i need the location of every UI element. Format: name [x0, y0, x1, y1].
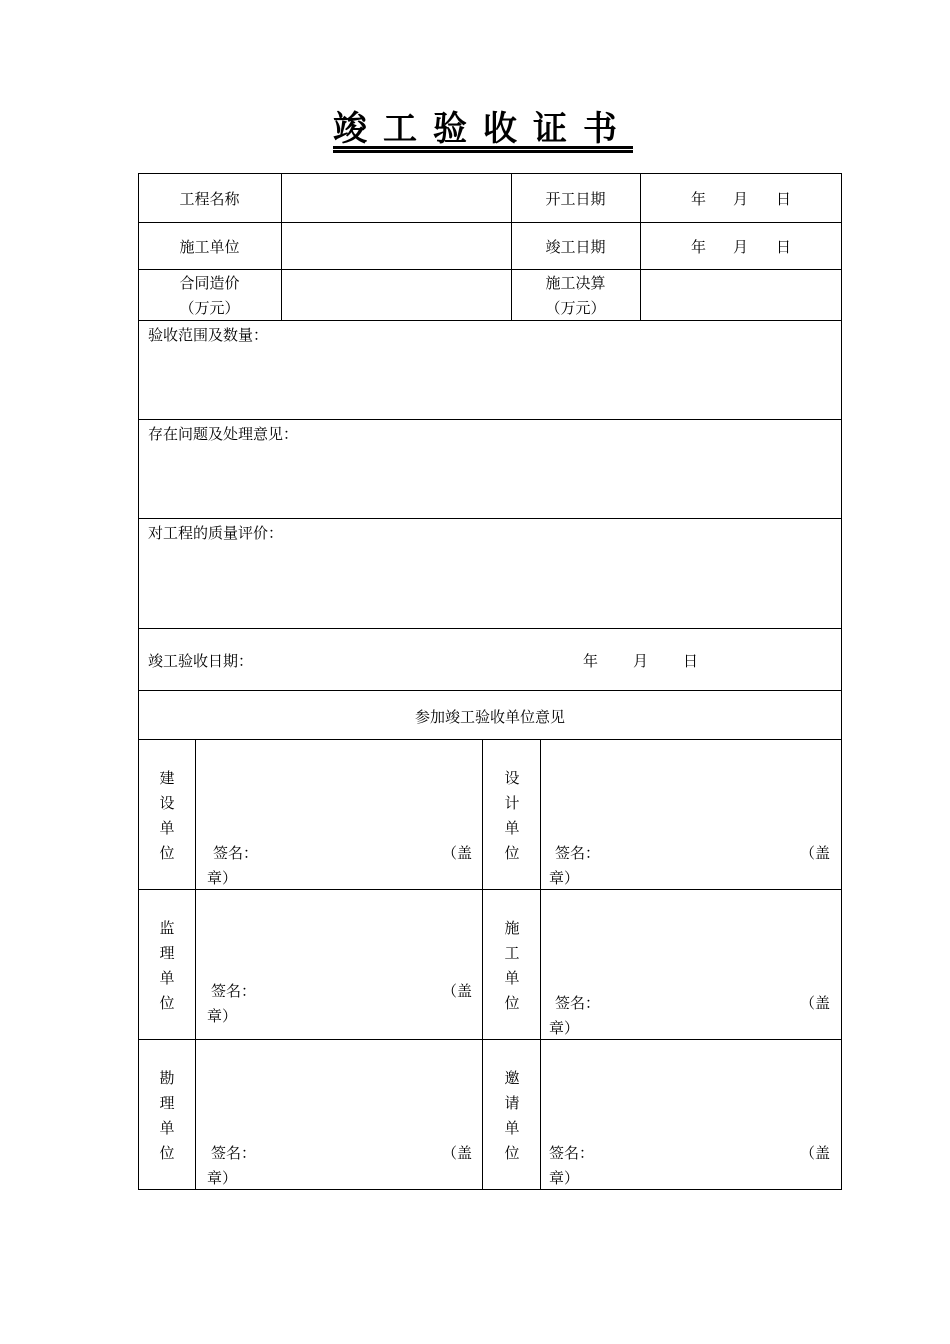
construction-unit-label: 施工单位 [504, 919, 520, 1012]
contract-price-label: 合同造价 [179, 274, 240, 292]
sign-label: 签名： [549, 1144, 595, 1162]
completion-date-label: 竣工日期 [545, 238, 606, 256]
row-divider [138, 518, 842, 519]
page-title: 竣工验收证书 [333, 109, 633, 149]
owner-unit-label: 建设单位 [159, 769, 175, 862]
opinions-heading: 参加竣工验收单位意见 [414, 708, 565, 726]
day-label: 日 [776, 190, 792, 208]
scope-label: 验收范围及数量： [148, 326, 269, 344]
contract-price-unit: （万元） [179, 299, 240, 317]
contractor-label: 施工单位 [179, 238, 240, 256]
seal-label: 章） [207, 1169, 238, 1187]
supervision-unit-label: 监理单位 [159, 919, 175, 1012]
project-name-field[interactable] [282, 187, 511, 211]
col-divider [540, 739, 541, 1190]
seal-label: 章） [549, 1169, 580, 1187]
month-label: 月 [633, 652, 649, 670]
row-divider [138, 320, 842, 321]
seal-label: （盖 [442, 982, 473, 1000]
seal-label: 章） [207, 869, 238, 887]
sign-label: 签名： [211, 1144, 257, 1162]
seal-label: 章） [549, 1019, 580, 1037]
seal-label: 章） [207, 1007, 238, 1025]
col-divider [195, 739, 196, 1190]
month-label: 月 [733, 238, 749, 256]
sign-label: 签名： [213, 844, 259, 862]
row-divider [138, 690, 842, 691]
project-name-label: 工程名称 [179, 190, 240, 208]
contract-price-field[interactable] [282, 283, 511, 307]
seal-label: （盖 [442, 844, 473, 862]
final-account-label: 施工决算 [545, 274, 606, 292]
row-divider [138, 628, 842, 629]
month-label: 月 [733, 190, 749, 208]
design-unit-label: 设计单位 [504, 769, 520, 862]
seal-label: 章） [549, 869, 580, 887]
final-account-field[interactable] [641, 283, 841, 307]
contractor-field[interactable] [282, 235, 511, 259]
quality-label: 对工程的质量评价： [148, 524, 284, 542]
seal-label: （盖 [800, 844, 831, 862]
sign-label: 签名： [555, 844, 601, 862]
row-divider [138, 739, 842, 740]
invited-unit-label: 邀请单位 [504, 1069, 520, 1162]
col-divider [482, 739, 483, 1190]
row-divider [138, 222, 842, 223]
final-account-unit: （万元） [545, 299, 606, 317]
survey-unit-label: 勘理单位 [159, 1069, 175, 1162]
issues-label: 存在问题及处理意见： [148, 425, 299, 443]
year-label: 年 [691, 238, 707, 256]
row-divider [138, 269, 842, 270]
seal-label: （盖 [800, 1144, 831, 1162]
sign-label: 签名： [211, 982, 257, 1000]
row-divider [138, 889, 842, 890]
day-label: 日 [776, 238, 792, 256]
seal-label: （盖 [442, 1144, 473, 1162]
day-label: 日 [683, 652, 699, 670]
year-label: 年 [583, 652, 599, 670]
row-divider [138, 1039, 842, 1040]
seal-label: （盖 [800, 994, 831, 1012]
sign-label: 签名： [555, 994, 601, 1012]
acceptance-date-label: 竣工验收日期： [148, 652, 254, 670]
row-divider [138, 419, 842, 420]
start-date-label: 开工日期 [545, 190, 606, 208]
year-label: 年 [691, 190, 707, 208]
